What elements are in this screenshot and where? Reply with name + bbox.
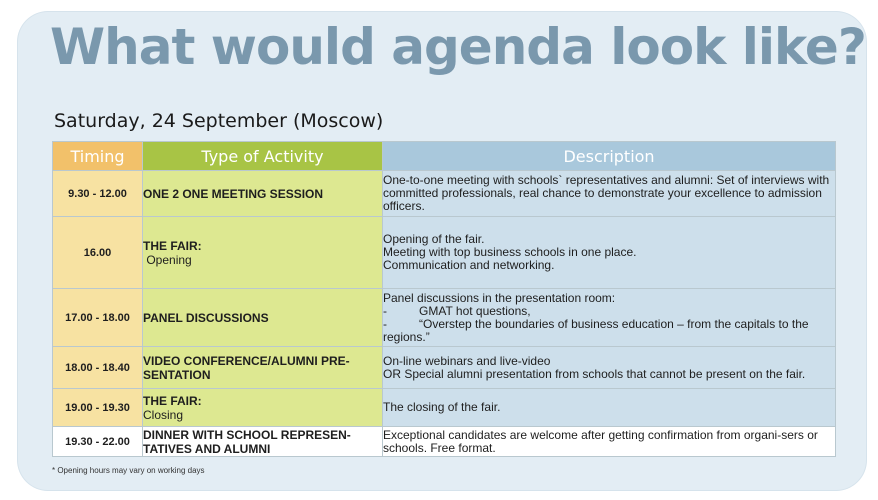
table-row <box>53 171 836 217</box>
timing-cell: 19.00 - 19.30 <box>53 389 143 427</box>
description-cell <box>383 217 836 289</box>
activity-title: THE FAIR: <box>143 393 202 408</box>
timing-cell: 16.00 <box>53 217 143 289</box>
description-cell <box>383 171 836 217</box>
page-title: What would agenda look like? <box>50 18 866 76</box>
description-cell <box>383 389 836 427</box>
timing-cell: 9.30 - 12.00 <box>53 171 143 217</box>
activity-cell <box>143 389 383 427</box>
description-line: Communication and networking. <box>383 258 555 272</box>
date-subtitle: Saturday, 24 September (Moscow) <box>54 110 384 132</box>
table-row <box>53 347 836 389</box>
description-line: Meeting with top business schools in one place. <box>383 245 637 259</box>
activity-subtitle: Opening <box>143 252 192 267</box>
bullet-dash: - <box>383 303 387 318</box>
table-row <box>53 217 836 289</box>
activity-title: VIDEO CONFERENCE/ALUMNI PRE-SENTATION <box>143 353 350 382</box>
footnote: * Opening hours may vary on working days <box>52 466 205 475</box>
agenda-table <box>52 141 836 457</box>
activity-title: PANEL DISCUSSIONS <box>143 310 269 325</box>
activity-cell <box>143 171 383 217</box>
timing-cell: 17.00 - 18.00 <box>53 289 143 347</box>
bullet-dash: - <box>383 316 387 331</box>
activity-title: THE FAIR: <box>143 238 202 253</box>
description-column-header: Description <box>383 142 836 171</box>
activity-title: DINNER WITH SCHOOL REPRESEN-TATIVES AND ALUMNI <box>143 427 351 456</box>
description-line: Opening of the fair. <box>383 232 485 246</box>
activity-title: ONE 2 ONE MEETING SESSION <box>143 186 324 201</box>
activity-subtitle: Closing <box>143 407 184 422</box>
activity-cell <box>143 347 383 389</box>
table-row <box>53 389 836 427</box>
description-cell <box>383 289 836 347</box>
table-row <box>53 289 836 347</box>
table-row <box>53 427 836 457</box>
description-line: OR Special alumni presentation from schools that cannot be present on the fair. <box>383 366 806 381</box>
description-cell <box>383 427 836 457</box>
description-line: One-to-one meeting with schools` representatives and alumni: Set of interviews with committed professionals, real chance to demonstrate your excellence to admission officers. <box>383 173 830 213</box>
description-line: On-line webinars and live-video <box>383 353 551 368</box>
description-line: The closing of the fair. <box>383 400 501 414</box>
description-line: Panel discussions in the presentation room: <box>383 290 616 305</box>
table-header-row <box>53 142 836 171</box>
activity-cell <box>143 217 383 289</box>
description-line: GMAT hot questions, <box>419 303 531 318</box>
timing-cell: 19.30 - 22.00 <box>53 427 143 457</box>
activity-cell <box>143 427 383 457</box>
timing-cell: 18.00 - 18.40 <box>53 347 143 389</box>
description-cell <box>383 347 836 389</box>
description-line: Exceptional candidates are welcome after getting confirmation from organi-sers or schools. Free format. <box>383 427 818 455</box>
type-column-header: Type of Activity <box>143 142 383 171</box>
description-bullet <box>383 318 835 344</box>
timing-column-header: Timing <box>53 142 143 171</box>
description-line: “Overstep the boundaries of business education – from the capitals to the regions.” <box>383 316 809 344</box>
activity-cell <box>143 289 383 347</box>
